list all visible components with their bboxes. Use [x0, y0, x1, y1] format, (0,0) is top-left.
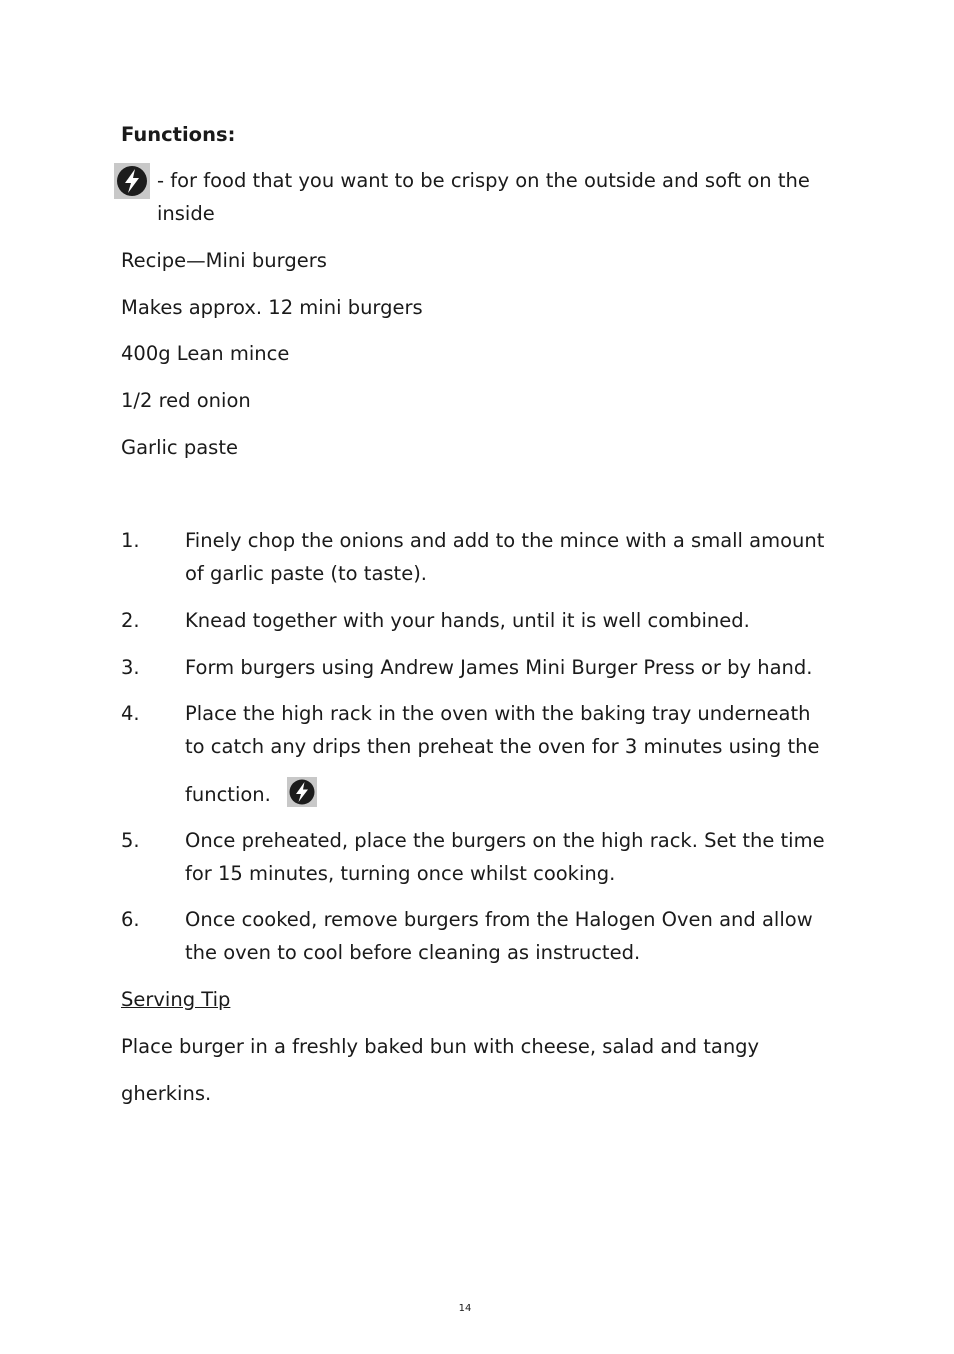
step-number: 1.	[121, 529, 140, 552]
lightning-bolt-icon	[287, 777, 317, 807]
step-text: Finely chop the onions and add to the mince with a small amount of garlic paste (to taste).	[185, 529, 825, 585]
ingredient-item: 1/2 red onion	[121, 389, 251, 412]
step-number: 3.	[121, 656, 140, 679]
function-description: - for food that you want to be crispy on the outside and soft on the inside	[157, 169, 810, 225]
makes-quantity: Makes approx. 12 mini burgers	[121, 296, 423, 319]
ingredient-item: Garlic paste	[121, 436, 238, 459]
recipe-title: Recipe—Mini burgers	[121, 249, 327, 272]
step-text: Once preheated, place the burgers on the high rack. Set the time for 15 minutes, turning once whilst cooking.	[185, 829, 825, 885]
page-number: 14	[458, 1303, 472, 1314]
step-number: 2.	[121, 609, 140, 632]
step-number: 5.	[121, 829, 140, 852]
step-text-end: function.	[185, 783, 271, 806]
step-number: 4.	[121, 702, 140, 725]
functions-heading: Functions:	[121, 123, 236, 146]
ingredient-item: 400g Lean mince	[121, 342, 290, 365]
serving-tip-text: Place burger in a freshly baked bun with cheese, salad and tangy	[121, 1035, 760, 1058]
step-text: Place the high rack in the oven with the baking tray underneath to catch any drips then preheat the oven for 3 minutes using the	[185, 702, 820, 758]
step-text: Form burgers using Andrew James Mini Burger Press or by hand.	[185, 656, 813, 679]
lightning-bolt-icon	[114, 163, 150, 199]
serving-tip-text: gherkins.	[121, 1082, 212, 1105]
step-text-continuation	[185, 777, 830, 811]
step-number: 6.	[121, 908, 140, 931]
step-text: Once cooked, remove burgers from the Halogen Oven and allow the oven to cool before cleaning as instructed.	[185, 908, 813, 964]
step-text: Knead together with your hands, until it is well combined.	[185, 609, 750, 632]
serving-tip-heading: Serving Tip	[121, 988, 231, 1011]
